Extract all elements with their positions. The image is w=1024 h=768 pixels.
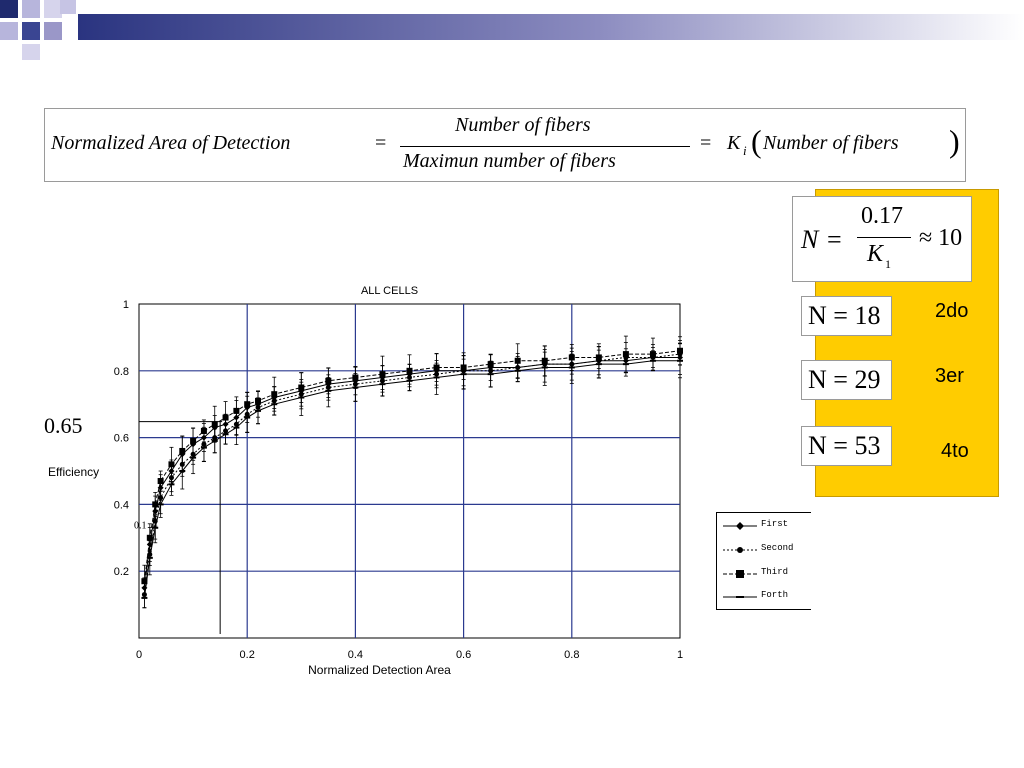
equation-k: K xyxy=(727,132,741,154)
ordinal-label-4to: 4to xyxy=(941,440,969,462)
x-tick-label: 0 xyxy=(135,649,143,661)
data-point xyxy=(168,461,174,467)
equation-open-paren: ( xyxy=(751,123,762,159)
legend-label-forth: Forth xyxy=(761,590,789,600)
n-formula-approx: ≈ 10 xyxy=(919,225,963,251)
legend-label-first: First xyxy=(761,519,789,529)
y-tick-label: 0.4 xyxy=(113,499,129,512)
equation-close-paren: ) xyxy=(949,123,960,159)
ordinal-label-2do: 2do xyxy=(935,300,969,322)
legend-item-second xyxy=(723,543,811,557)
y-tick-label: 0.2 xyxy=(113,566,129,579)
n-formula-denominator: K xyxy=(867,241,884,267)
x-tick-label: 0.4 xyxy=(347,649,364,661)
legend-label-second: Second xyxy=(761,543,794,553)
series-line-1 xyxy=(144,354,680,594)
chart-legend xyxy=(716,512,811,610)
data-point xyxy=(212,421,218,427)
equation-lhs: Normalized Area of Detection xyxy=(51,132,291,154)
series-line-0 xyxy=(144,357,680,587)
y-tick-label: 0.6 xyxy=(113,432,129,445)
n-formula-numerator: 0.17 xyxy=(861,203,903,229)
y-axis-label: Efficiency xyxy=(48,465,100,479)
data-point xyxy=(152,501,158,507)
data-point xyxy=(158,478,164,484)
series-line-2 xyxy=(144,351,680,581)
x-axis-label: Normalized Detection Area xyxy=(308,663,451,677)
legend-item-first xyxy=(723,519,811,533)
equation-numerator: Number of fibers xyxy=(455,114,591,136)
y-tick-label: 0.8 xyxy=(113,365,129,378)
x-tick-label: 0.8 xyxy=(564,649,580,661)
equation-equals-1: = xyxy=(375,132,387,154)
data-point xyxy=(147,535,153,541)
series-line-3 xyxy=(144,361,680,598)
data-point xyxy=(223,415,229,421)
legend-marker-second xyxy=(723,545,757,555)
ordinal-label-3er: 3er xyxy=(935,365,964,387)
legend-marker-first xyxy=(723,521,757,531)
data-point xyxy=(201,428,207,434)
n-formula-equals: = xyxy=(827,225,842,254)
equation-equals-2: = xyxy=(700,132,712,154)
legend-marker-forth xyxy=(723,592,757,602)
n-value-3er: N = 29 xyxy=(808,365,881,394)
equation-denominator: Maximun number of fibers xyxy=(403,150,616,172)
annotation-label: 0.1 xyxy=(134,520,147,532)
x-tick-label: 0.6 xyxy=(455,649,472,661)
x-tick-label: 1 xyxy=(676,649,684,661)
chart-title: ALL CELLS xyxy=(360,285,419,297)
efficiency-065-label: 0.65 xyxy=(44,413,83,438)
n-formula-n: N xyxy=(801,225,819,254)
legend-item-forth xyxy=(723,590,811,604)
n-formula-denominator-sub: 1 xyxy=(885,257,891,271)
equation-k-sub: i xyxy=(743,143,747,158)
legend-label-third: Third xyxy=(761,567,789,577)
legend-item-third xyxy=(723,567,811,581)
n-value-4to: N = 53 xyxy=(808,431,881,460)
x-tick-label: 0.2 xyxy=(239,649,255,661)
y-tick-label: 1 xyxy=(122,299,129,311)
legend-marker-third xyxy=(723,569,757,579)
equation-rhs: Number of fibers xyxy=(763,132,899,154)
n-value-2do: N = 18 xyxy=(808,301,881,330)
